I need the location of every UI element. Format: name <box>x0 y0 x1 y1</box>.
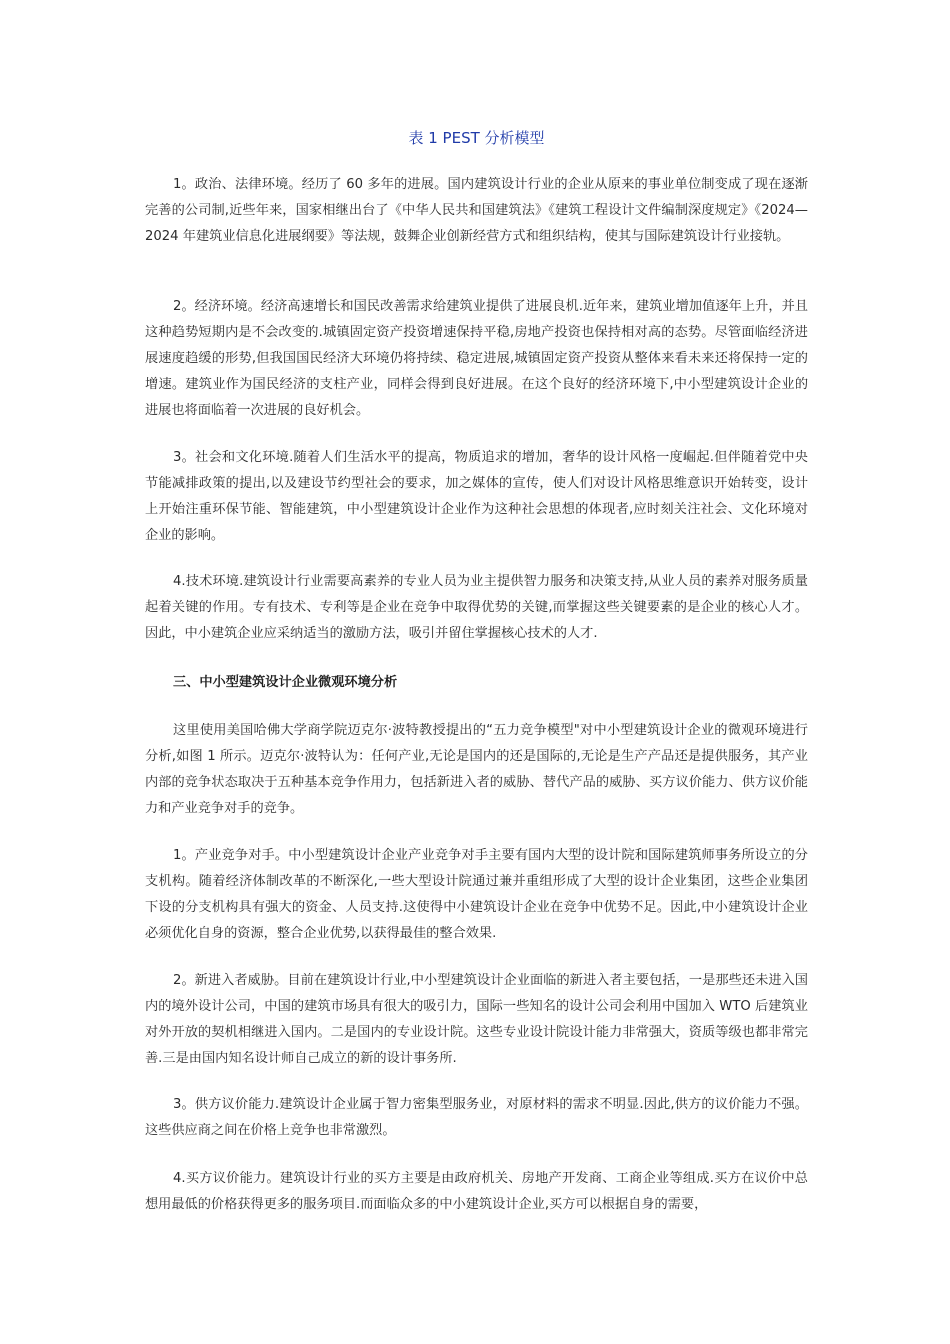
paragraph-economic: 2。经济环境。经济高速增长和国民改善需求给建筑业提供了进展良机.近年来，建筑业增加值逐年上升，并且这种趋势短期内是不会改变的.城镇固定资产投资增速保持平稳,房地产投资也保持相对高的态势。尽管面临经济进展速度趋缓的形势,但我国国民经济大环境仍将持续、稳定进展,城镇固定资产投资从整体来看未来还将保持一定的增速。建筑业作为国民经济的支柱产业，同样会得到良好进展。在这个良好的经济环境下,中小型建筑设计企业的进展也将面临着一次进展的良好机会。 <box>145 299 808 418</box>
paragraph-supplier-power: 3。供方议价能力.建筑设计企业属于智力密集型服务业，对原材料的需求不明显.因此,供方的议价能力不强。这些供应商之间在价格上竞争也非常激烈。 <box>145 1097 808 1138</box>
table-caption: 表 1 PEST 分析模型 <box>408 129 545 147</box>
paragraph-technology: 4.技术环境.建筑设计行业需要高素养的专业人员为业主提供智力服务和决策支持,从业人员的素养对服务质量起着关键的作用。专有技术、专利等是企业在竞争中取得优势的关键,而掌握这些关键要素的是企业的核心人才。因此，中小建筑企业应采纳适当的激励方法，吸引并留住掌握核心技术的人才. <box>145 574 808 641</box>
paragraph-political-legal: 1。政治、法律环境。经历了 60 多年的进展。国内建筑设计行业的企业从原来的事业单位制变成了现在逐渐完善的公司制,近些年来，国家相继出台了《中华人民共和国建筑法》《建筑工程设计文件编制深度规定》《2024—2024 年建筑业信息化进展纲要》等法规，鼓舞企业创新经营方式和组织结构，使其与国际建筑设计行业接轨。 <box>145 177 808 244</box>
section-heading: 三、中小型建筑设计企业微观环境分析 <box>173 675 398 690</box>
paragraph-industry-competitors: 1。产业竞争对手。中小型建筑设计企业产业竞争对手主要有国内大型的设计院和国际建筑师事务所设立的分支机构。随着经济体制改革的不断深化,一些大型设计院通过兼并重组形成了大型的设计企业集团，这些企业集团下设的分支机构具有强大的资金、人员支持.这使得中小建筑设计企业在竞争中优势不足。因此,中小建筑设计企业必须优化自身的资源，整合企业优势,以获得最佳的整合效果. <box>145 848 808 941</box>
paragraph-buyer-power: 4.买方议价能力。建筑设计行业的买方主要是由政府机关、房地产开发商、工商企业等组成.买方在议价中总想用最低的价格获得更多的服务项目.而面临众多的中小建筑设计企业,买方可以根据自身的需要， <box>145 1171 808 1212</box>
paragraph-five-forces-intro: 这里使用美国哈佛大学商学院迈克尔·波特教授提出的“五力竞争模型"对中小型建筑设计企业的微观环境进行分析,如图 1 所示。迈克尔·波特认为：任何产业,无论是国内的还是国际的,无论是生产产品还是提供服务，其产业内部的竞争状态取决于五种基本竞争作用力，包括新进入者的威胁、替代产品的威胁、买方议价能力、供方议价能力和产业竞争对手的竞争。 <box>145 723 808 816</box>
paragraph-social-cultural: 3。社会和文化环境.随着人们生活水平的提高，物质追求的增加，奢华的设计风格一度崛起.但伴随着党中央节能减排政策的提出,以及建设节约型社会的要求，加之媒体的宣传，使人们对设计风格思维意识开始转变，设计上开始注重环保节能、智能建筑，中小型建筑设计企业作为这种社会思想的体现者,应时刻关注社会、文化环境对企业的影响。 <box>145 450 808 543</box>
paragraph-new-entrants: 2。新进入者威胁。目前在建筑设计行业,中小型建筑设计企业面临的新进入者主要包括，一是那些还未进入国内的境外设计公司，中国的建筑市场具有很大的吸引力，国际一些知名的设计公司会利用中国加入 WTO 后建筑业对外开放的契机相继进入国内。二是国内的专业设计院。这些专业设计院设计能力非常强大，资质等级也都非常完善.三是由国内知名设计师自己成立的新的设计事务所. <box>145 973 808 1066</box>
